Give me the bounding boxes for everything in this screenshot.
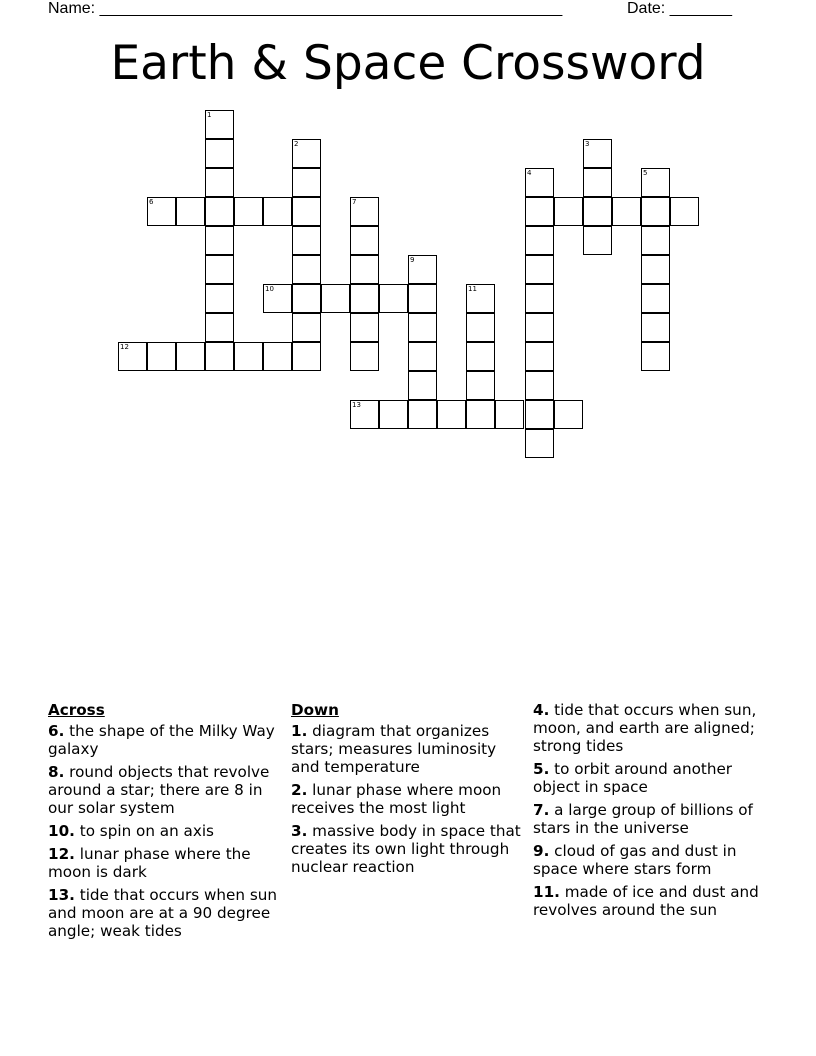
down-clues-continued — [533, 701, 769, 924]
crossword-cell[interactable] — [263, 284, 292, 313]
clue-text: tide that occurs when sun and moon are at a 90 degree angle; weak tides — [48, 886, 278, 940]
clue-number: 7 — [352, 198, 357, 206]
crossword-cell[interactable] — [612, 197, 641, 226]
clue-number: 9 — [410, 256, 415, 264]
crossword-cell[interactable] — [292, 197, 321, 226]
crossword-cell[interactable] — [525, 284, 554, 313]
crossword-cell[interactable] — [292, 226, 321, 255]
clue-number: 11 — [468, 285, 477, 293]
clue-number: 3. — [291, 822, 308, 840]
clue-text: made of ice and dust and revolves around the sun — [533, 883, 759, 919]
crossword-cell[interactable] — [583, 197, 612, 226]
crossword-cell[interactable] — [205, 342, 234, 371]
clue-number: 8. — [48, 763, 65, 781]
crossword-cell[interactable] — [583, 226, 612, 255]
crossword-cell[interactable] — [263, 197, 292, 226]
across-clues — [48, 701, 284, 945]
crossword-cell[interactable] — [205, 139, 234, 168]
crossword-cell[interactable] — [641, 255, 670, 284]
crossword-cell[interactable] — [350, 313, 379, 342]
down-clues — [291, 701, 527, 881]
crossword-cell[interactable] — [641, 168, 670, 197]
crossword-cell[interactable] — [641, 342, 670, 371]
crossword-cell[interactable] — [525, 429, 554, 458]
crossword-cell[interactable] — [205, 168, 234, 197]
crossword-cell[interactable] — [205, 197, 234, 226]
clue-item — [48, 722, 284, 758]
clue-number: 2 — [294, 140, 299, 148]
clue-text: cloud of gas and dust in space where stars form — [533, 842, 737, 878]
clue-number: 1 — [207, 111, 212, 119]
clue-item — [533, 842, 769, 878]
date-field-label[interactable]: Date: _______ — [627, 0, 732, 17]
clue-text: round objects that revolve around a star; there are 8 in our solar system — [48, 763, 270, 817]
crossword-cell[interactable] — [292, 284, 321, 313]
crossword-cell[interactable] — [408, 284, 437, 313]
crossword-cell[interactable] — [147, 342, 176, 371]
down-heading: Down — [291, 701, 339, 719]
page-title: Earth & Space Crossword — [110, 36, 706, 91]
clue-number: 13 — [352, 401, 361, 409]
crossword-cell[interactable] — [292, 168, 321, 197]
clue-number: 6 — [149, 198, 154, 206]
crossword-cell[interactable] — [379, 400, 408, 429]
crossword-cell[interactable] — [554, 197, 583, 226]
crossword-cell[interactable] — [466, 371, 495, 400]
crossword-cell[interactable] — [525, 255, 554, 284]
name-field-label[interactable]: Name: ____________________________________________________ — [48, 0, 563, 17]
crossword-cell[interactable] — [554, 400, 583, 429]
crossword-cell[interactable] — [495, 400, 524, 429]
crossword-cell[interactable] — [437, 400, 466, 429]
crossword-cell[interactable] — [147, 197, 176, 226]
clue-number: 10. — [48, 822, 75, 840]
crossword-cell[interactable] — [350, 255, 379, 284]
clue-text: to orbit around another object in space — [533, 760, 733, 796]
crossword-cell[interactable] — [670, 197, 699, 226]
crossword-grid — [0, 0, 816, 470]
clue-number: 4 — [527, 169, 532, 177]
crossword-cell[interactable] — [466, 284, 495, 313]
crossword-cell[interactable] — [525, 342, 554, 371]
clue-number: 13. — [48, 886, 75, 904]
clue-text: to spin on an axis — [74, 822, 214, 840]
clue-text: a large group of billions of stars in the universe — [533, 801, 753, 837]
clue-text: the shape of the Milky Way galaxy — [48, 722, 275, 758]
clue-text: tide that occurs when sun, moon, and earth are aligned; strong tides — [533, 701, 757, 755]
crossword-cell[interactable] — [263, 342, 292, 371]
crossword-cell[interactable] — [205, 255, 234, 284]
crossword-cell[interactable] — [525, 226, 554, 255]
crossword-cell[interactable] — [350, 226, 379, 255]
clue-text: massive body in space that creates its own light through nuclear reaction — [291, 822, 521, 876]
crossword-cell[interactable] — [205, 226, 234, 255]
crossword-cell[interactable] — [466, 400, 495, 429]
crossword-cell[interactable] — [583, 139, 612, 168]
clue-item — [533, 883, 769, 919]
crossword-cell[interactable] — [408, 342, 437, 371]
crossword-cell[interactable] — [234, 342, 263, 371]
crossword-cell[interactable] — [321, 284, 350, 313]
crossword-cell[interactable] — [466, 342, 495, 371]
clue-number: 4. — [533, 701, 550, 719]
clue-number: 10 — [265, 285, 274, 293]
crossword-cell[interactable] — [176, 197, 205, 226]
crossword-cell[interactable] — [525, 400, 554, 429]
clue-item — [48, 845, 284, 881]
crossword-cell[interactable] — [641, 197, 670, 226]
crossword-cell[interactable] — [234, 197, 263, 226]
crossword-cell[interactable] — [205, 313, 234, 342]
clue-number: 2. — [291, 781, 308, 799]
clue-number: 7. — [533, 801, 550, 819]
crossword-cell[interactable] — [350, 284, 379, 313]
clue-item — [291, 781, 527, 817]
clue-number: 5 — [643, 169, 648, 177]
crossword-cell[interactable] — [350, 400, 379, 429]
clue-number: 12. — [48, 845, 75, 863]
clue-number: 9. — [533, 842, 550, 860]
crossword-cell[interactable] — [641, 284, 670, 313]
clue-number: 12 — [120, 343, 129, 351]
crossword-cell[interactable] — [408, 400, 437, 429]
clue-item — [48, 822, 284, 840]
clue-number: 6. — [48, 722, 65, 740]
clue-item — [533, 760, 769, 796]
crossword-cell[interactable] — [641, 226, 670, 255]
crossword-cell[interactable] — [176, 342, 205, 371]
crossword-cell[interactable] — [292, 342, 321, 371]
clue-item — [48, 886, 284, 940]
crossword-cell[interactable] — [205, 110, 234, 139]
crossword-cell[interactable] — [408, 371, 437, 400]
crossword-cell[interactable] — [408, 255, 437, 284]
crossword-cell[interactable] — [292, 139, 321, 168]
clue-number: 3 — [585, 140, 590, 148]
crossword-cell[interactable] — [583, 168, 612, 197]
clue-item — [533, 701, 769, 755]
crossword-cell[interactable] — [525, 197, 554, 226]
crossword-cell[interactable] — [466, 313, 495, 342]
crossword-cell[interactable] — [205, 284, 234, 313]
crossword-cell[interactable] — [525, 168, 554, 197]
clue-text: diagram that organizes stars; measures luminosity and temperature — [291, 722, 497, 776]
clue-number: 5. — [533, 760, 550, 778]
clue-item — [48, 763, 284, 817]
clue-text: lunar phase where the moon is dark — [48, 845, 251, 881]
crossword-cell[interactable] — [525, 313, 554, 342]
clue-item — [533, 801, 769, 837]
clue-text: lunar phase where moon receives the most light — [291, 781, 502, 817]
clue-number: 1. — [291, 722, 308, 740]
clue-item — [291, 722, 527, 776]
clue-number: 11. — [533, 883, 560, 901]
crossword-cell[interactable] — [408, 313, 437, 342]
crossword-cell[interactable] — [379, 284, 408, 313]
clue-item — [291, 822, 527, 876]
across-heading: Across — [48, 701, 105, 719]
crossword-cell[interactable] — [292, 313, 321, 342]
crossword-cell[interactable] — [292, 255, 321, 284]
crossword-cell[interactable] — [118, 342, 147, 371]
crossword-cell[interactable] — [350, 197, 379, 226]
crossword-cell[interactable] — [525, 371, 554, 400]
crossword-cell[interactable] — [641, 313, 670, 342]
crossword-cell[interactable] — [350, 342, 379, 371]
